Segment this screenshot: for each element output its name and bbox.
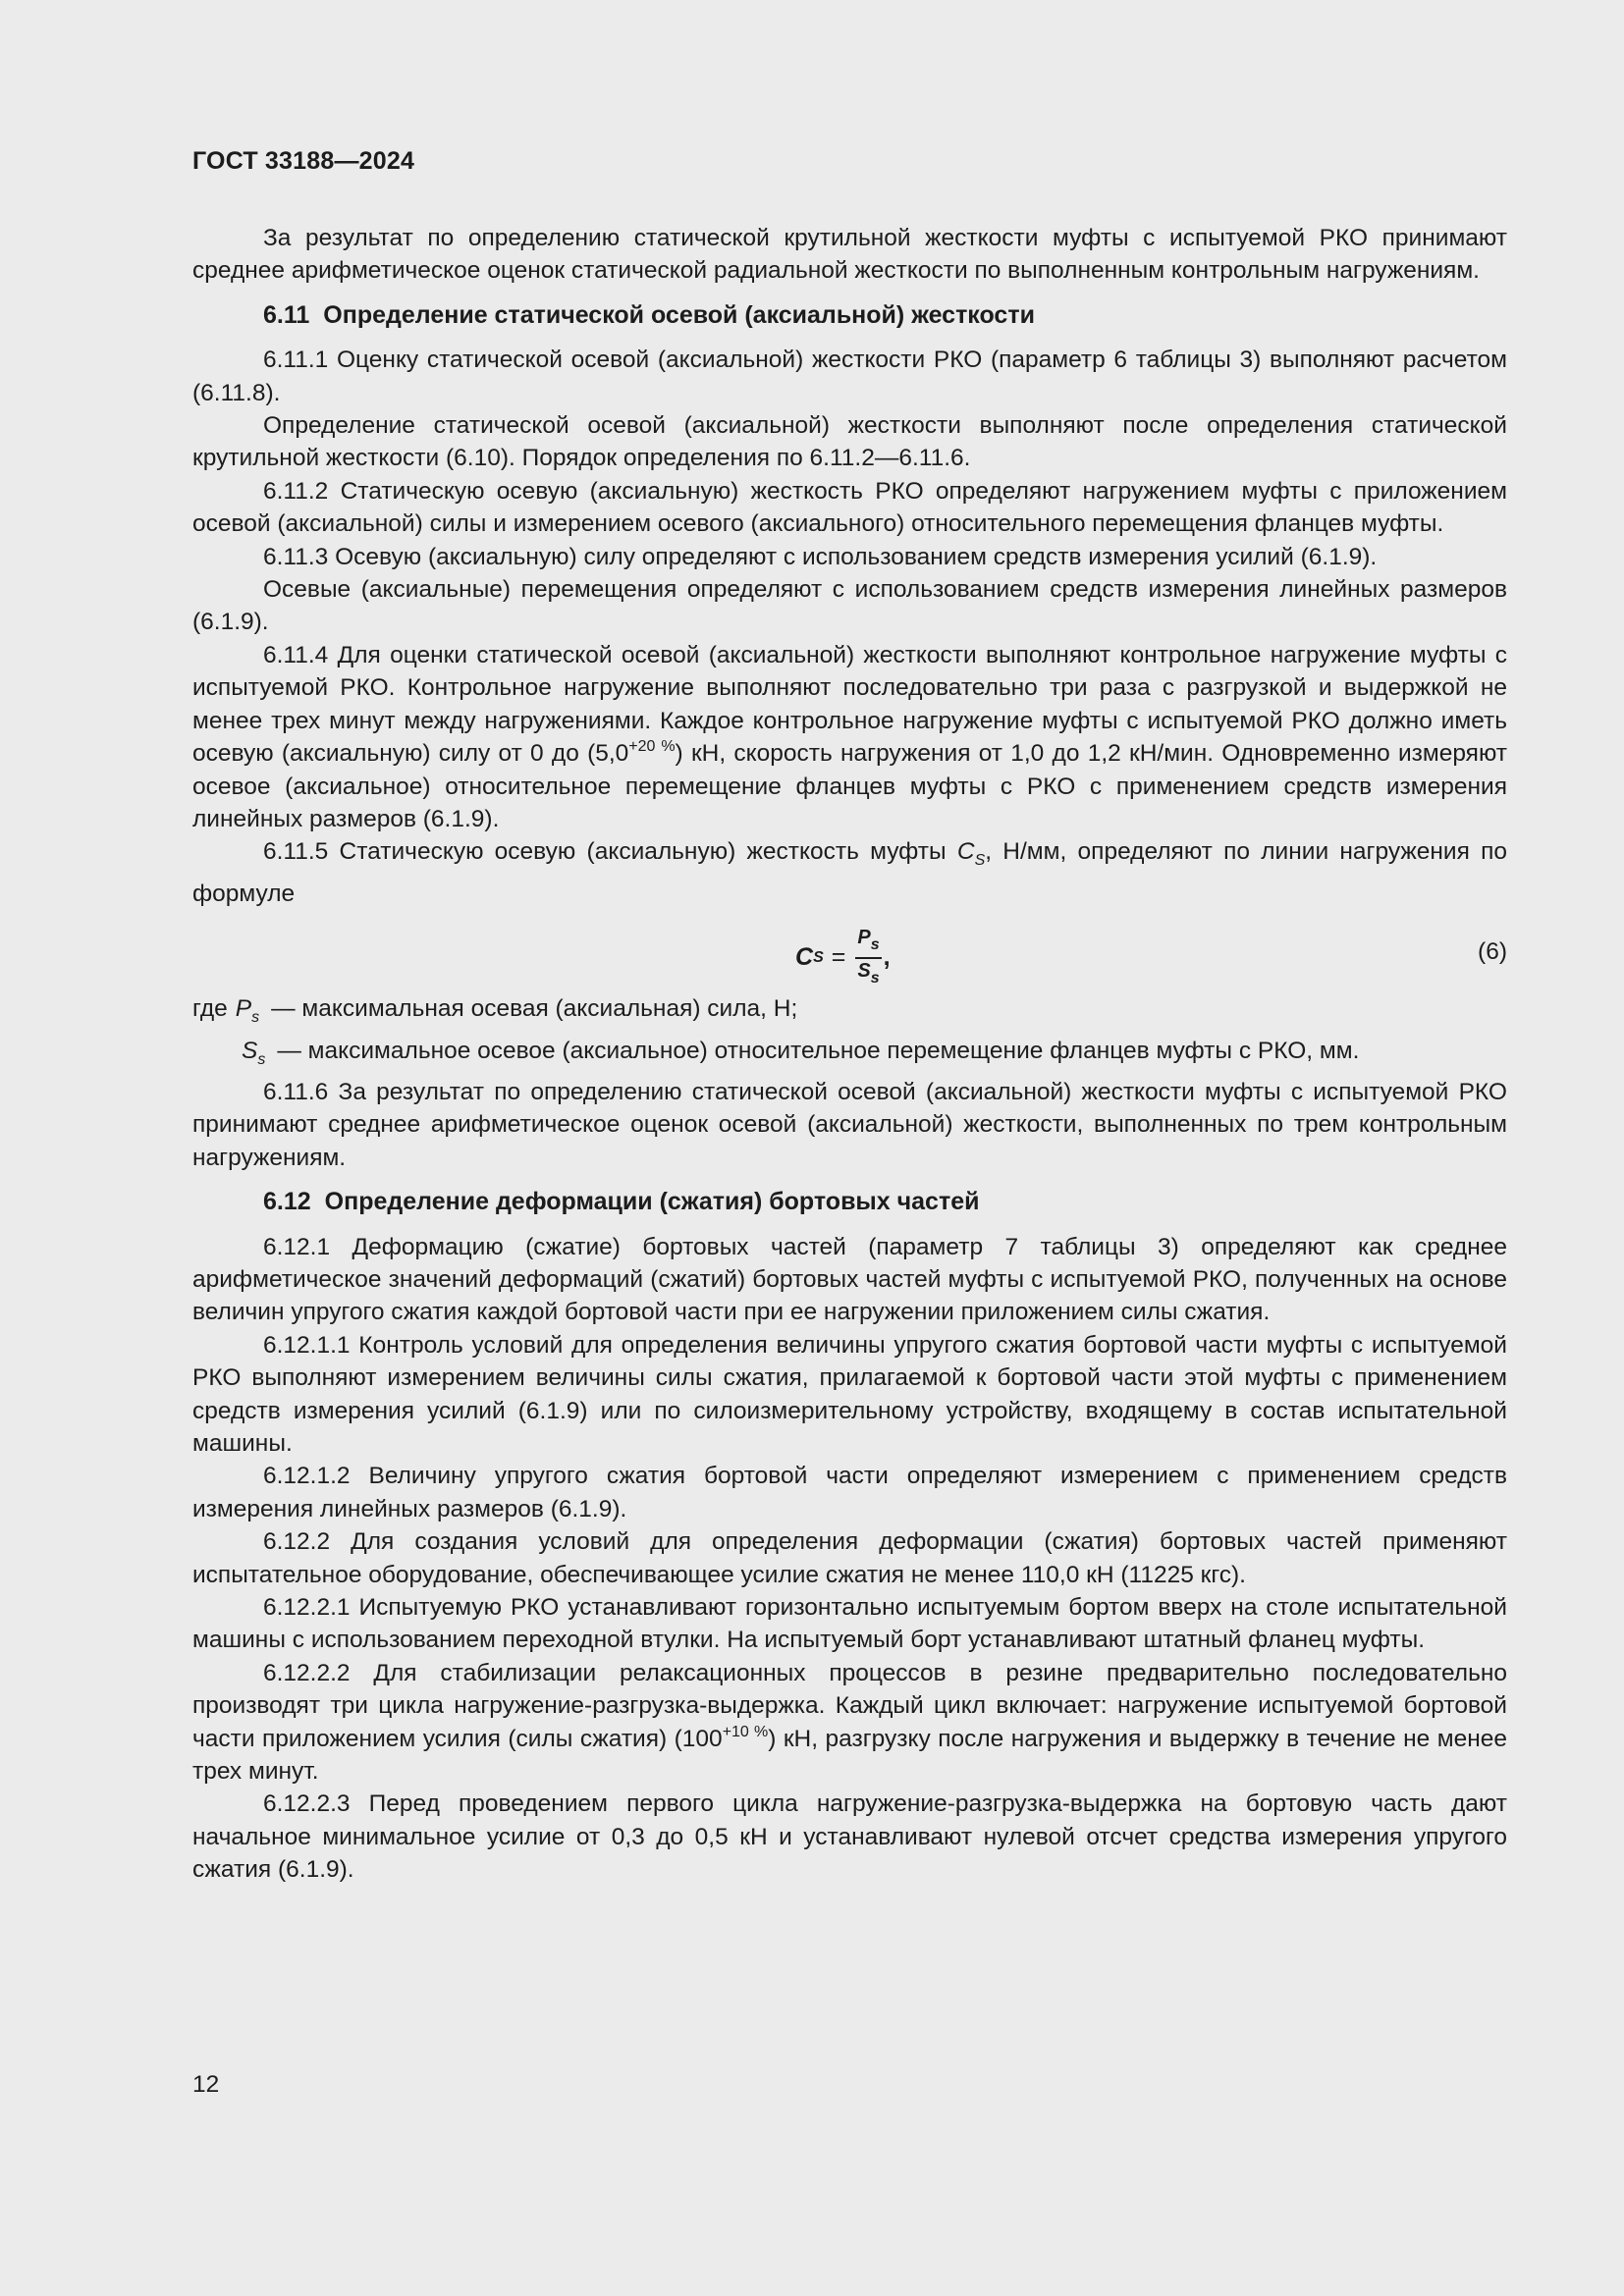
formula-number: (6)	[1478, 938, 1507, 966]
where-line-1	[192, 992, 1507, 1034]
formula-equals: =	[831, 943, 846, 972]
den-symbol: S	[857, 960, 871, 983]
text-run: ) кН, разгрузку после нагружения и выдержку в течение не менее трех минут.	[192, 1725, 1508, 1786]
paragraph-6-11-3b: Осевые (аксиальные) перемещения определяют с использованием средств измерения линейных размеров (6.1.9).	[192, 576, 1507, 636]
num-symbol: P	[857, 927, 871, 949]
where-line-2	[192, 1035, 1507, 1076]
paragraph-6-12-2-3: 6.12.2.3 Перед проведением первого цикла нагружение-разгрузка-выдержка на бортовую часть дают начальное минимальное усилие от 0,3 до 0,5 кН и устанавливают нулевой отсчет средства измерения упругого сжатия (6.1.9).	[192, 1790, 1507, 1884]
section-6-12-heading	[192, 1186, 1507, 1218]
formula-denominator	[857, 959, 879, 990]
paragraph-6-11-1b: Определение статической осевой (аксиальной) жесткости выполняют после определения статической крутильной жесткости (6.10). Порядок определения по 6.11.2—6.11.6.	[192, 412, 1507, 472]
paragraph-6-12-2-2	[192, 1657, 1507, 1789]
formula-trail: ,	[883, 943, 891, 972]
formula-fraction	[855, 926, 881, 990]
paragraph-6-11-3: 6.11.3 Осевую (аксиальную) силу определяют с использованием средств измерения усилий (6.1.9).	[263, 543, 1378, 570]
num-sub: s	[870, 936, 880, 954]
where-sub: s	[257, 1050, 266, 1068]
paragraph-6-11-6: 6.11.6 За результат по определению статической осевой (аксиальной) жесткости муфты с испытуемой РКО принимают среднее арифметическое оценок осевой (аксиальной) жесткости, выполненных по трем контрольным нагружениям.	[192, 1078, 1507, 1171]
section-number: 6.11	[263, 300, 310, 329]
den-sub: s	[870, 970, 880, 988]
paragraph-6-12-2-1: 6.12.2.1 Испытуемую РКО устанавливают горизонтально испытуемым бортом вверх на столе испытательной машины с использованием переходной втулки. На испытуемый борт устанавливают штатный фланец муфты.	[192, 1594, 1507, 1654]
document-header: ГОСТ 33188—2024	[192, 147, 415, 175]
superscript: +20 %	[628, 738, 676, 756]
paragraph-6-12-1-1: 6.12.1.1 Контроль условий для определения величины упругого сжатия бортовой части муфты с испытуемой РКО выполняют измерением величины силы сжатия, прилагаемой к бортовой части этой муфты с применением средств измерения усилий (6.1.9) или по силоизмерительному устройству, входящему в состав испытательной машины.	[192, 1331, 1507, 1457]
paragraph-6-11-5	[192, 835, 1507, 910]
text-run: 6.12.2.2 Для стабилизации релаксационных процессов в резине предварительно последовательно производят три цикла нагружение-разгрузка-выдержка. Каждый цикл включает: нагружение испытуемой бортовой части приложением усилия (силы сжатия) (100	[192, 1659, 1507, 1752]
formula-expression	[795, 926, 891, 990]
where-text: — максимальное осевое (аксиальное) относительное перемещение фланцев муфты с РКО, мм.	[277, 1037, 1360, 1064]
section-title: Определение статической осевой (аксиальной) жесткости	[323, 300, 1035, 329]
paragraph-6-12-1: 6.12.1 Деформацию (сжатие) бортовых частей (параметр 7 таблицы 3) определяют как среднее арифметическое значений деформаций (сжатий) бортовых частей муфты с испытуемой РКО, полученных на основе величин упругого сжатия каждой бортовой части при ее нагружении приложением силы сжатия.	[192, 1233, 1507, 1326]
paragraph-6-11-2: 6.11.2 Статическую осевую (аксиальную) жесткость РКО определяют нагружением муфты с приложением осевой (аксиальной) силы и измерением осевого (аксиального) относительного перемещения фланцев муфты.	[192, 477, 1507, 538]
intro-paragraph: За результат по определению статической крутильной жесткости муфты с испытуемой РКО принимают среднее арифметическое оценок статической радиальной жесткости по выполненным контрольным нагружениям.	[192, 225, 1507, 285]
section-6-11-heading	[192, 299, 1507, 332]
where-symbol: S	[242, 1037, 258, 1064]
text-run: 6.11.4 Для оценки статической осевой (аксиальной) жесткости выполняют контрольное нагружение муфты с испытуемой РКО. Контрольное нагружение выполняют последовательно три раза с разгрузкой и выдержкой не менее трех минут между нагружениями. Каждое контрольное нагружение муфты с испытуемой РКО должно иметь осевую (аксиальную) силу от 0 до (5,0	[192, 641, 1507, 768]
paragraph-6-11-4	[192, 639, 1507, 835]
where-text: — максимальная осевая (аксиальная) сила, Н;	[271, 995, 798, 1023]
superscript: +10 %	[722, 1723, 769, 1740]
text-run: ) кН, скорость нагружения от 1,0 до 1,2 кН/мин. Одновременно измеряют осевое (аксиальное) относительное перемещение фланцев муфты с РКО с применением средств измерения линейных размеров (6.1.9).	[192, 740, 1508, 832]
formula-lhs-sub: S	[813, 949, 824, 967]
formula-lhs: C	[795, 943, 814, 972]
subscript: S	[974, 852, 986, 870]
formula-numerator	[855, 926, 881, 959]
where-sub: s	[251, 1009, 260, 1027]
document-body	[192, 222, 1507, 1887]
paragraph-6-12-1-2: 6.12.1.2 Величину упругого сжатия бортовой части определяют измерением с применением средств измерения линейных размеров (6.1.9).	[192, 1463, 1507, 1522]
where-lead: где	[192, 995, 228, 1023]
section-title: Определение деформации (сжатия) бортовых частей	[324, 1188, 980, 1216]
paragraph-6-12-2: 6.12.2 Для создания условий для определения деформации (сжатия) бортовых частей применяют испытательное оборудование, обеспечивающее усилие сжатия не менее 110,0 кН (11225 кгс).	[192, 1528, 1507, 1588]
text-run: , Н/мм, определяют по линии нагружения по формуле	[192, 838, 1507, 907]
symbol: C	[956, 838, 975, 866]
page-number: 12	[192, 2071, 220, 2098]
paragraph-6-11-1: 6.11.1 Оценку статической осевой (аксиальной) жесткости РКО (параметр 6 таблицы 3) выполняют расчетом (6.11.8).	[192, 347, 1507, 406]
where-symbol: P	[235, 995, 252, 1023]
text-run: 6.11.5 Статическую осевую (аксиальную) жесткость муфты	[263, 838, 957, 866]
section-number: 6.12	[263, 1188, 311, 1216]
formula-6	[192, 916, 1507, 988]
